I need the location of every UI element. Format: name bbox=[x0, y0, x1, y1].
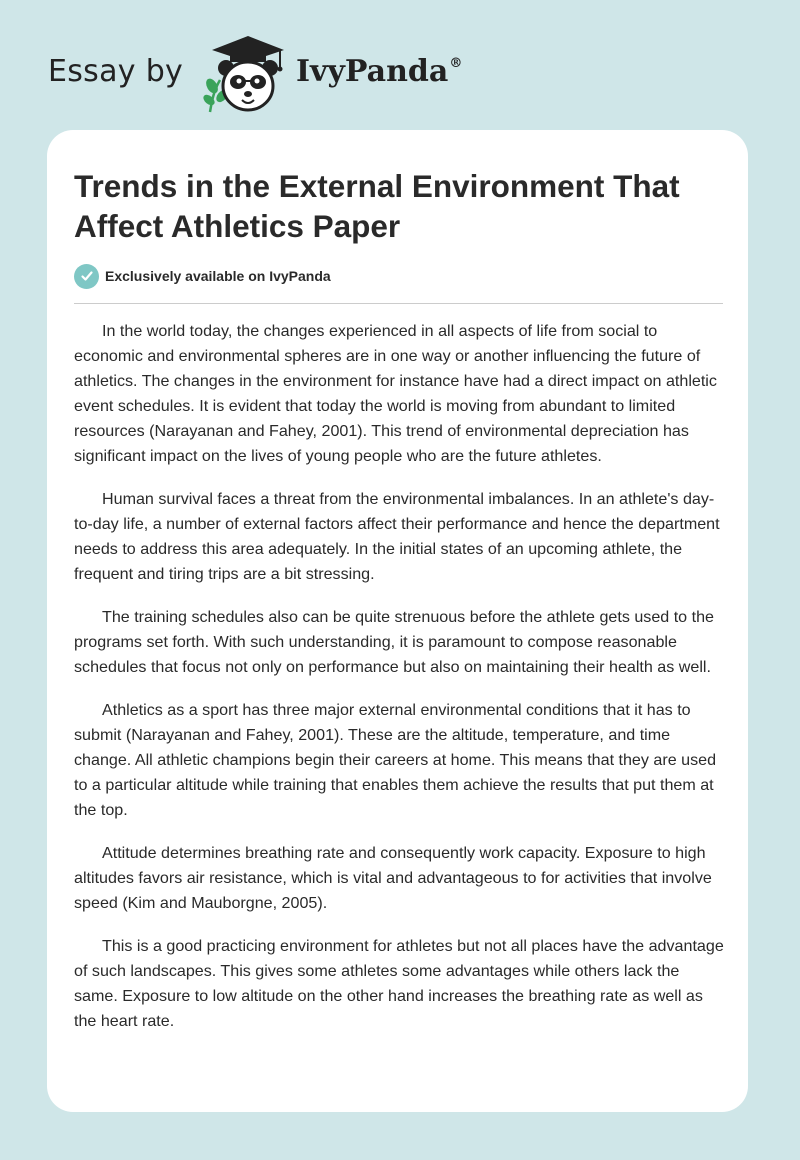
page-title: Trends in the External Environment That Affect Athletics Paper bbox=[74, 168, 680, 244]
paragraph: In the world today, the changes experienced in all aspects of life from social to economic and environmental spheres are in one way or another influencing the future of athletics. The changes in the environment for instance have had a direct impact on athletic event schedules. It is evident that today the world is moving from abundant to limited resources (Narayanan and Fahey, 2001). This trend of environmental depreciation has significant impact on the lives of young people who are the future athletes. bbox=[74, 322, 717, 465]
essay-body bbox=[74, 319, 726, 1052]
paragraph: This is a good practicing environment for athletes but not all places have the advantage of such landscapes. This gives some athletes some advantages while others lack the same. Exposure to low altitude on the other hand increases the breathing rate as well as the heart rate. bbox=[74, 937, 724, 1030]
paragraph: Human survival faces a threat from the environmental imbalances. In an athlete's day-to-day life, a number of external factors affect their performance and hence the department needs to address this area adequately. In the initial states of an upcoming athlete, the frequent and tiring trips are a bit stressing. bbox=[74, 490, 720, 583]
site-header bbox=[48, 34, 548, 114]
check-icon bbox=[74, 264, 99, 289]
essay-by-label: Essay by bbox=[48, 54, 184, 89]
badge-label: Exclusively available on IvyPanda bbox=[105, 268, 331, 284]
exclusive-badge bbox=[74, 263, 331, 289]
essay-card bbox=[47, 130, 748, 1112]
divider bbox=[74, 303, 723, 304]
paragraph: Attitude determines breathing rate and consequently work capacity. Exposure to high altitudes favors air resistance, which is vital and advantageous to for activities that involve speed (Kim and Mauborgne, 2005). bbox=[74, 844, 712, 912]
paragraph: The training schedules also can be quite strenuous before the athlete gets used to the programs set forth. With such understanding, it is paramount to compose reasonable schedules that focus not only on performance but also on maintaining their health as well. bbox=[74, 608, 714, 676]
panda-graduate-icon[interactable] bbox=[200, 34, 292, 114]
paragraph: Athletics as a sport has three major external environmental conditions that it has to submit (Narayanan and Fahey, 2001). These are the altitude, temperature, and time change. All athletic champions begin their careers at home. This means that they are used to a particular altitude while training that enables them achieve the results that put them at the top. bbox=[74, 701, 717, 819]
brand-logo-text[interactable]: IvyPanda® bbox=[296, 54, 463, 89]
